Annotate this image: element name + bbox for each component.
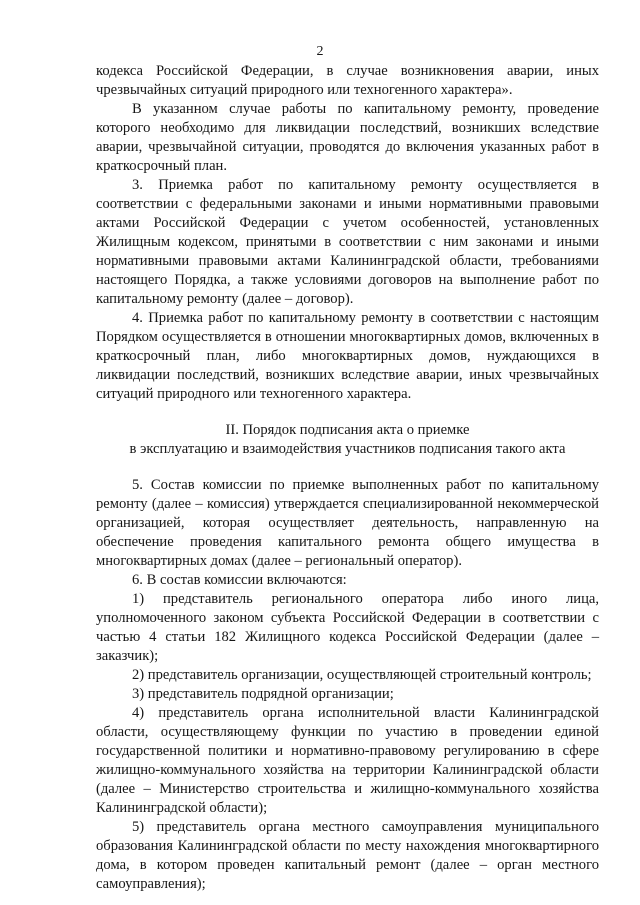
paragraph-emergency-works: В указанном случае работы по капитальному ремонту, проведение которого необходимо для ликвидации последствий, возникших вследствие аварии, чрезвычайной ситуации, проводятся до включения указанных работ в краткосрочный план. [96, 101, 599, 174]
section-heading-line-1: II. Порядок подписания акта о приемке [225, 422, 470, 438]
section-heading [96, 421, 599, 459]
paragraph-item-3: 3. Приемка работ по капитальному ремонту осуществляется в соответствии с федеральными законами и иными нормативными правовыми актами Российской Федерации с учетом особенностей, установленных Жилищным кодексом, принятыми в соответствии с ним законами и иными нормативными правовыми актами Калининградской области, требованиями настоящего Порядка, а также условиями договоров на выполнение работ по капитальному ремонту (далее – договор). [96, 177, 599, 307]
paragraph-item-5: 5. Состав комиссии по приемке выполненных работ по капитальному ремонту (далее – комиссия) утверждается специализированной некоммерческой организацией, которая осуществляет деятельность, направленную на обеспечение проведения капитального ремонта общего имущества в многоквартирных домах (далее – региональный оператор). [96, 477, 599, 569]
document-body [96, 62, 599, 894]
list-item-2: 2) представитель организации, осуществляющей строительный контроль; [132, 667, 592, 683]
list-item-1: 1) представитель регионального оператора либо иного лица, уполномоченного законом субъекта Российской Федерации в соответствии с частью 4 статьи 182 Жилищного кодекса Российской Федерации (далее – заказчик); [96, 591, 599, 664]
list-item-4: 4) представитель органа исполнительной власти Калининградской области, осуществляющему функции по участию в проведении единой государственной политики и нормативно-правовому регулированию в сфере жилищно-коммунального хозяйства на территории Калининградской области (далее – Министерство строительства и жилищно-коммунального хозяйства Калининградской области); [96, 705, 599, 816]
section-heading-line-2: в эксплуатацию и взаимодействия участников подписания такого акта [129, 441, 566, 457]
list-item-5: 5) представитель органа местного самоуправления муниципального образования Калининградской области по месту нахождения многоквартирного дома, в котором проведен капитальный ремонт (далее – орган местного самоуправления); [96, 819, 599, 892]
list-item-3: 3) представитель подрядной организации; [132, 686, 394, 702]
paragraph-continuation: кодекса Российской Федерации, в случае возникновения аварии, иных чрезвычайных ситуаций природного или техногенного характера». [96, 63, 599, 98]
page-number: 2 [316, 44, 324, 59]
paragraph-item-4: 4. Приемка работ по капитальному ремонту в соответствии с настоящим Порядком осуществляется в отношении многоквартирных домов, включенных в краткосрочный план, либо многоквартирных домов, нуждающихся в ликвидации последствий, возникших вследствие аварии, иных чрезвычайных ситуаций природного или техногенного характера. [96, 310, 599, 402]
paragraph-item-6: 6. В состав комиссии включаются: [132, 572, 347, 588]
